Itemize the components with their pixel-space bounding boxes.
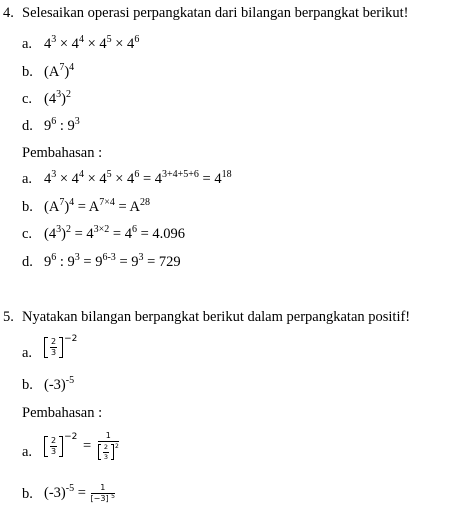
q4-item-c-label: c. [22,91,33,107]
q5-solution-b-label: b. [22,486,33,502]
q5-item-a-expr: $\frac{2}{3}$ $^{-2}$ [44,337,77,358]
q5-solution-heading: Pembahasan : [22,405,103,421]
q4-solution-a-label: a. [22,171,33,187]
q4-solution-d-label: d. [22,254,33,270]
q4-solution-b-label: b. [22,199,33,215]
q5-item-a-label: a. [22,345,33,361]
q5-item-b-label: b. [22,377,33,393]
q4-solution-d-expr: $9^6$ : $9^3 = 9^{6-3} = 9^3 = 729$ [44,252,181,270]
q5-solution-a-expr: $\frac{2}{3}$ $^{-2}$ = 1 $\frac{2}{3}$ $^2$ [44,432,120,460]
q5-item-b-expr: $(-3)^{-5}$ [44,375,75,393]
q4-item-b-label: b. [22,64,33,80]
q4-item-c-expr: $(4^3)^2$ [44,89,71,107]
q4-solution-c-expr: $(4^3)^2 = 4^{3\times 2} = 4^6 = 4.096$ [44,224,186,242]
q5-solution-a-label: a. [22,444,33,460]
q4-solution-b-expr: $(A^7)^4 = A^{7\times 4} = A^{28}$ [44,197,151,215]
question-5-text: Nyatakan bilangan berpangkat berikut dalam perpangkatan positif! [22,309,411,325]
q4-item-b-expr: $(A^7)^4$ [44,62,75,80]
q4-item-d-expr: $9^6$ : $9^3$ [44,116,80,134]
q4-solution-a-expr: $4^3 \times 4^4 \times 4^5 \times 4^6 = 4^{3+4+5+6} = 4^{18}$ [44,169,232,187]
q4-item-d-label: d. [22,118,33,134]
question-4-text: Selesaikan operasi perpangkatan dari bilangan berpangkat berikut! [22,5,409,21]
q4-solution-heading: Pembahasan : [22,145,103,161]
question-4-number: 4. [3,5,14,21]
q4-item-a-label: a. [22,36,33,52]
question-5-number: 5. [3,309,14,325]
q4-item-a-expr: $4^3 \times 4^4 \times 4^5 \times 4^6$ [44,34,140,52]
q5-solution-b-expr: $(-3)^{-5}$ = $\frac{1}{[-3] ^5}$ [44,483,115,503]
bracket-fraction: $\frac{2}{3}$ [44,337,63,358]
q4-solution-c-label: c. [22,226,33,242]
